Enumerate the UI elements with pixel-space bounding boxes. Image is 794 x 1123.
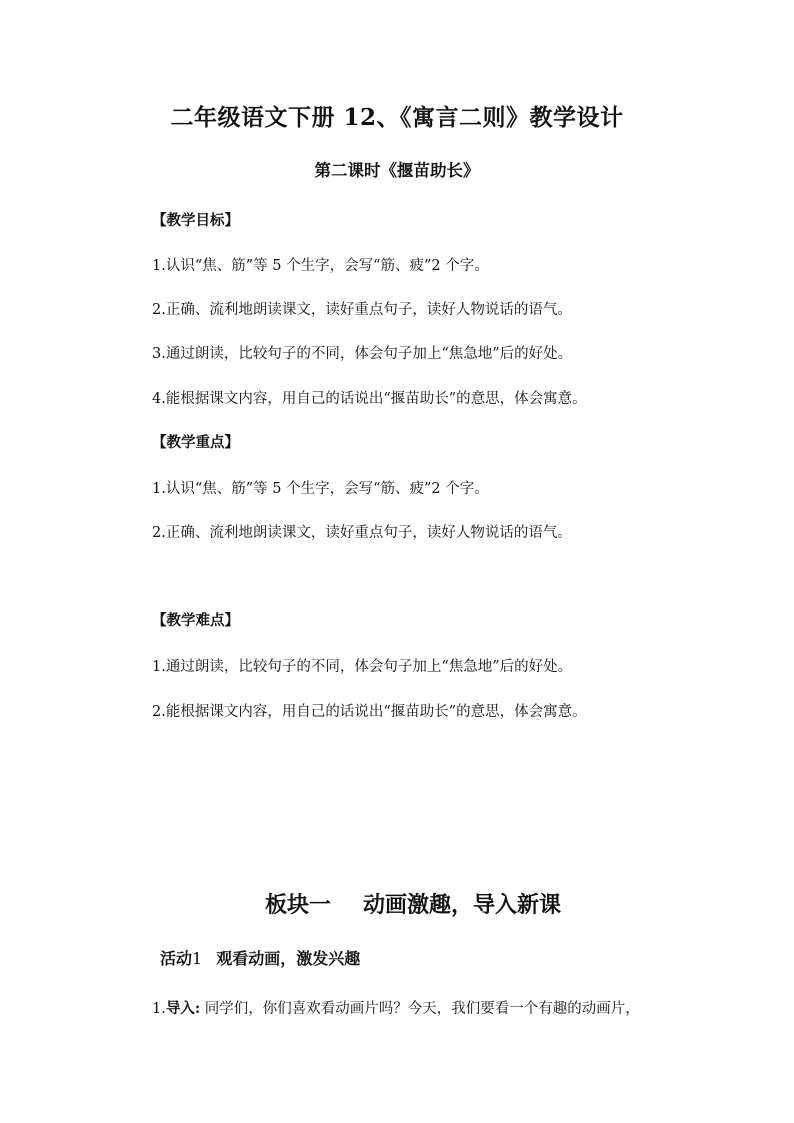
objectives-heading: 【教学目标】: [152, 212, 239, 229]
difficulties-heading: 【教学难点】: [152, 612, 239, 629]
key-point-item: 2.正确、流利地朗读课文，读好重点句子，读好人物说话的语气。: [152, 525, 572, 541]
lesson-subtitle: 第二课时《揠苗助长》: [314, 161, 480, 180]
block-heading: [265, 894, 561, 916]
block-title-text: 动画激趣，导入新课: [363, 892, 562, 918]
key-point-item: 1.认识“焦、筋”等 5 个生字，会写“筋、疲”2 个字。: [152, 481, 489, 497]
objective-item: 2.正确、流利地朗读课文，读好重点句子，读好人物说话的语气。: [152, 302, 572, 318]
difficulty-item: 1.通过朗读，比较句子的不同，体会句子加上“焦急地”后的好处。: [152, 659, 573, 675]
intro-text: 同学们，你们喜欢看动画片吗？今天，我们要看一个有趣的动画片，: [200, 1001, 640, 1017]
intro-number: 1.: [152, 1001, 166, 1017]
activity-heading: [160, 951, 360, 967]
objective-item: 1.认识“焦、筋”等 5 个生字，会写“筋、疲”2 个字。: [152, 258, 489, 274]
activity-title: 观看动画，激发兴趣: [216, 949, 361, 968]
intro-paragraph: [152, 1002, 640, 1017]
intro-lead: 导入:: [165, 1000, 201, 1017]
activity-label: 活动: [160, 949, 193, 968]
key-points-heading: 【教学重点】: [152, 434, 239, 451]
difficulty-item: 2.能根据课文内容，用自己的话说出“揠苗助长”的意思，体会寓意。: [152, 704, 587, 720]
objective-item: 3.通过朗读，比较句子的不同，体会句子加上“焦急地”后的好处。: [152, 346, 573, 362]
block-label: 板块一: [265, 892, 332, 918]
activity-number: 1: [192, 949, 203, 968]
document-title: 二年级语文下册 12、《寓言二则》教学设计: [170, 104, 624, 131]
objective-item: 4.能根据课文内容，用自己的话说出“揠苗助长”的意思，体会寓意。: [152, 391, 587, 407]
